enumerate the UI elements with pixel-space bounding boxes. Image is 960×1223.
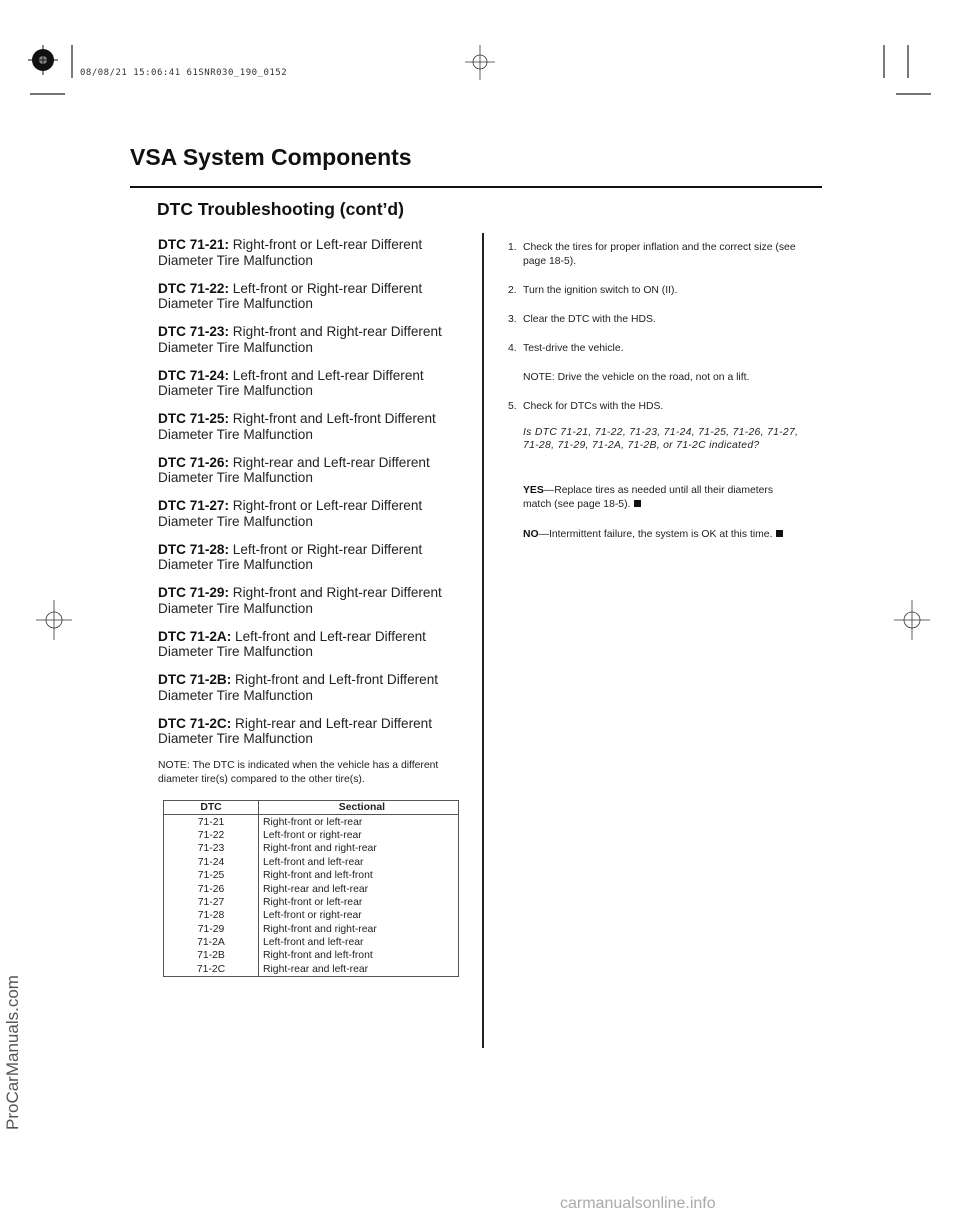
- dtc-description: Right-front and Left-front Different Diameter Tire Malfunction: [158, 411, 436, 442]
- print-stamp: 08/08/21 15:06:41 61SNR030_190_0152: [80, 68, 288, 78]
- dtc-description: Left-front and Left-rear Different Diameter Tire Malfunction: [158, 628, 426, 659]
- dtc-description: Right-front and Right-rear Different Diameter Tire Malfunction: [158, 324, 442, 355]
- title-rule: [130, 186, 822, 188]
- dtc-description: Left-front and Left-rear Different Diameter Tire Malfunction: [158, 367, 424, 398]
- dtc-entry: [158, 672, 468, 703]
- step-number: 1.: [508, 242, 517, 253]
- dtc-code: DTC 71-28:: [158, 541, 230, 557]
- table-cell-sectional: Right-front and right-rear: [259, 923, 459, 936]
- dtc-code: DTC 71-2A:: [158, 628, 232, 644]
- end-square-icon: [776, 530, 783, 537]
- dtc-code: DTC 71-26:: [158, 454, 230, 470]
- procedure-step: [508, 284, 808, 298]
- table-row: [164, 869, 459, 882]
- dtc-entry: [158, 368, 468, 399]
- procedure-step: [508, 400, 808, 414]
- yes-label: YES: [523, 485, 544, 496]
- dtc-code: DTC 71-2C:: [158, 715, 232, 731]
- table-row: [164, 963, 459, 977]
- dtc-code: DTC 71-27:: [158, 498, 230, 513]
- step-number: [508, 371, 523, 385]
- answer-dash: —: [538, 529, 549, 540]
- page-title: VSA System Components: [130, 144, 412, 170]
- dtc-code: DTC 71-22:: [158, 280, 230, 296]
- dtc-entry: [158, 281, 468, 312]
- table-cell-dtc: 71-24: [164, 856, 259, 869]
- table-cell-dtc: 71-26: [164, 882, 259, 895]
- dtc-entry: [158, 585, 468, 616]
- end-square-icon: [634, 500, 641, 507]
- footer-watermark: carmanualsonline.info: [560, 1195, 716, 1212]
- table-cell-dtc: 71-2C: [164, 963, 259, 977]
- table-row: [164, 842, 459, 855]
- table-cell-dtc: 71-23: [164, 842, 259, 855]
- dtc-note: NOTE: The DTC is indicated when the vehicle has a different diameter tire(s) compared to the other tire(s).: [158, 760, 439, 785]
- table-cell-sectional: Left-front or right-rear: [259, 829, 459, 842]
- table-row: [164, 936, 459, 949]
- table-cell-dtc: 71-22: [164, 829, 259, 842]
- dtc-entry: [158, 716, 468, 747]
- table-row: [164, 909, 459, 922]
- dtc-description: Right-rear and Left-rear Different Diameter Tire Malfunction: [158, 715, 432, 746]
- table-row: [164, 856, 459, 869]
- table-row: [164, 949, 459, 962]
- no-label: NO: [523, 529, 539, 540]
- table-cell-dtc: 71-27: [164, 896, 259, 909]
- dtc-entry: [158, 237, 468, 268]
- table-header-row: [164, 801, 459, 815]
- dtc-entry: [158, 629, 468, 660]
- table-cell-dtc: 71-28: [164, 909, 259, 922]
- table-cell-dtc: 71-2A: [164, 936, 259, 949]
- table-row: [164, 829, 459, 842]
- decision-question: Is DTC 71-21, 71-22, 71-23, 71-24, 71-25, 71-26, 71-27, 71-28, 71-29, 71-2A, 71-2B, or 71-2C indicated?: [523, 427, 799, 451]
- table-cell-dtc: 71-21: [164, 815, 259, 829]
- table-cell-sectional: Left-front and left-rear: [259, 936, 459, 949]
- step-text: Check for DTCs with the HDS.: [523, 401, 664, 412]
- step-number: 3.: [508, 314, 517, 325]
- table-cell-sectional: Left-front and left-rear: [259, 856, 459, 869]
- table-cell-sectional: Right-rear and left-rear: [259, 963, 459, 977]
- table-cell-sectional: Right-front and left-front: [259, 949, 459, 962]
- dtc-description: Right-front and Right-rear Different Diameter Tire Malfunction: [158, 585, 442, 616]
- procedure-step: [508, 342, 808, 356]
- table-cell-sectional: Right-front or left-rear: [259, 896, 459, 909]
- dtc-entry: [158, 455, 468, 486]
- section-title: DTC Troubleshooting (cont’d): [157, 199, 404, 219]
- table-cell-sectional: Left-front or right-rear: [259, 909, 459, 922]
- table-cell-dtc: 71-25: [164, 869, 259, 882]
- dtc-description: Right-rear and Left-rear Different Diameter Tire Malfunction: [158, 454, 430, 485]
- dtc-entry: [158, 411, 468, 442]
- table-row: [164, 882, 459, 895]
- dtc-entry: [158, 542, 468, 573]
- step-text: Clear the DTC with the HDS.: [523, 314, 656, 325]
- dtc-code: DTC 71-2B:: [158, 672, 232, 687]
- step-note-text: NOTE: Drive the vehicle on the road, not on a lift.: [523, 372, 750, 383]
- table-cell-sectional: Right-rear and left-rear: [259, 882, 459, 895]
- dtc-entry: [158, 324, 468, 355]
- procedure-step: [508, 241, 808, 269]
- table-cell-sectional: Right-front and right-rear: [259, 842, 459, 855]
- yes-text: Replace tires as needed until all their diameters match (see page 18-5).: [523, 485, 774, 510]
- dtc-entry: [158, 498, 468, 529]
- dtc-description: Left-front or Right-rear Different Diameter Tire Malfunction: [158, 541, 423, 572]
- dtc-description: Left-front or Right-rear Different Diameter Tire Malfunction: [158, 280, 423, 311]
- dtc-code: DTC 71-29:: [158, 585, 230, 600]
- no-text: Intermittent failure, the system is OK at this time.: [548, 529, 773, 540]
- procedure-step: [508, 313, 808, 327]
- step-number: 5.: [508, 401, 517, 412]
- column-divider: [482, 233, 484, 1048]
- registration-target-icon: [28, 45, 58, 75]
- table-header-dtc: DTC: [164, 801, 259, 815]
- table-cell-sectional: Right-front and left-front: [259, 869, 459, 882]
- step-text: Check the tires for proper inflation and the correct size (see page 18-5).: [523, 242, 796, 267]
- dtc-description: Right-front or Left-rear Different Diameter Tire Malfunction: [158, 237, 423, 268]
- step-text: Test-drive the vehicle.: [523, 343, 624, 354]
- table-row: [164, 923, 459, 936]
- table-header-sectional: Sectional: [259, 801, 459, 815]
- crosshair-left-icon: [36, 600, 72, 640]
- table-cell-dtc: 71-29: [164, 923, 259, 936]
- table-cell-dtc: 71-2B: [164, 949, 259, 962]
- answer-dash: —: [543, 485, 555, 496]
- dtc-code: DTC 71-23:: [158, 324, 230, 339]
- dtc-sectional-table: [163, 800, 459, 977]
- step-number: 4.: [508, 343, 517, 354]
- table-row: [164, 815, 459, 829]
- crosshair-right-icon: [894, 600, 930, 640]
- side-watermark: ProCarManuals.com: [3, 975, 22, 1130]
- procedure-steps: [508, 241, 808, 429]
- yes-answer: [523, 484, 803, 512]
- crop-mark-top-right: [884, 45, 931, 94]
- step-text: Turn the ignition switch to ON (II).: [523, 285, 678, 296]
- crosshair-top-icon: [465, 45, 495, 80]
- dtc-code: DTC 71-24:: [158, 367, 230, 383]
- dtc-code: DTC 71-21:: [158, 237, 230, 252]
- dtc-code: DTC 71-25:: [158, 411, 230, 426]
- step-number: 2.: [508, 285, 517, 296]
- dtc-description: Right-front or Left-rear Different Diameter Tire Malfunction: [158, 498, 423, 529]
- dtc-list: [158, 237, 468, 759]
- table-cell-sectional: Right-front or left-rear: [259, 815, 459, 829]
- table-row: [164, 896, 459, 909]
- procedure-note: [508, 371, 808, 385]
- no-answer: [523, 528, 803, 542]
- dtc-description: Right-front and Left-front Different Diameter Tire Malfunction: [158, 672, 439, 703]
